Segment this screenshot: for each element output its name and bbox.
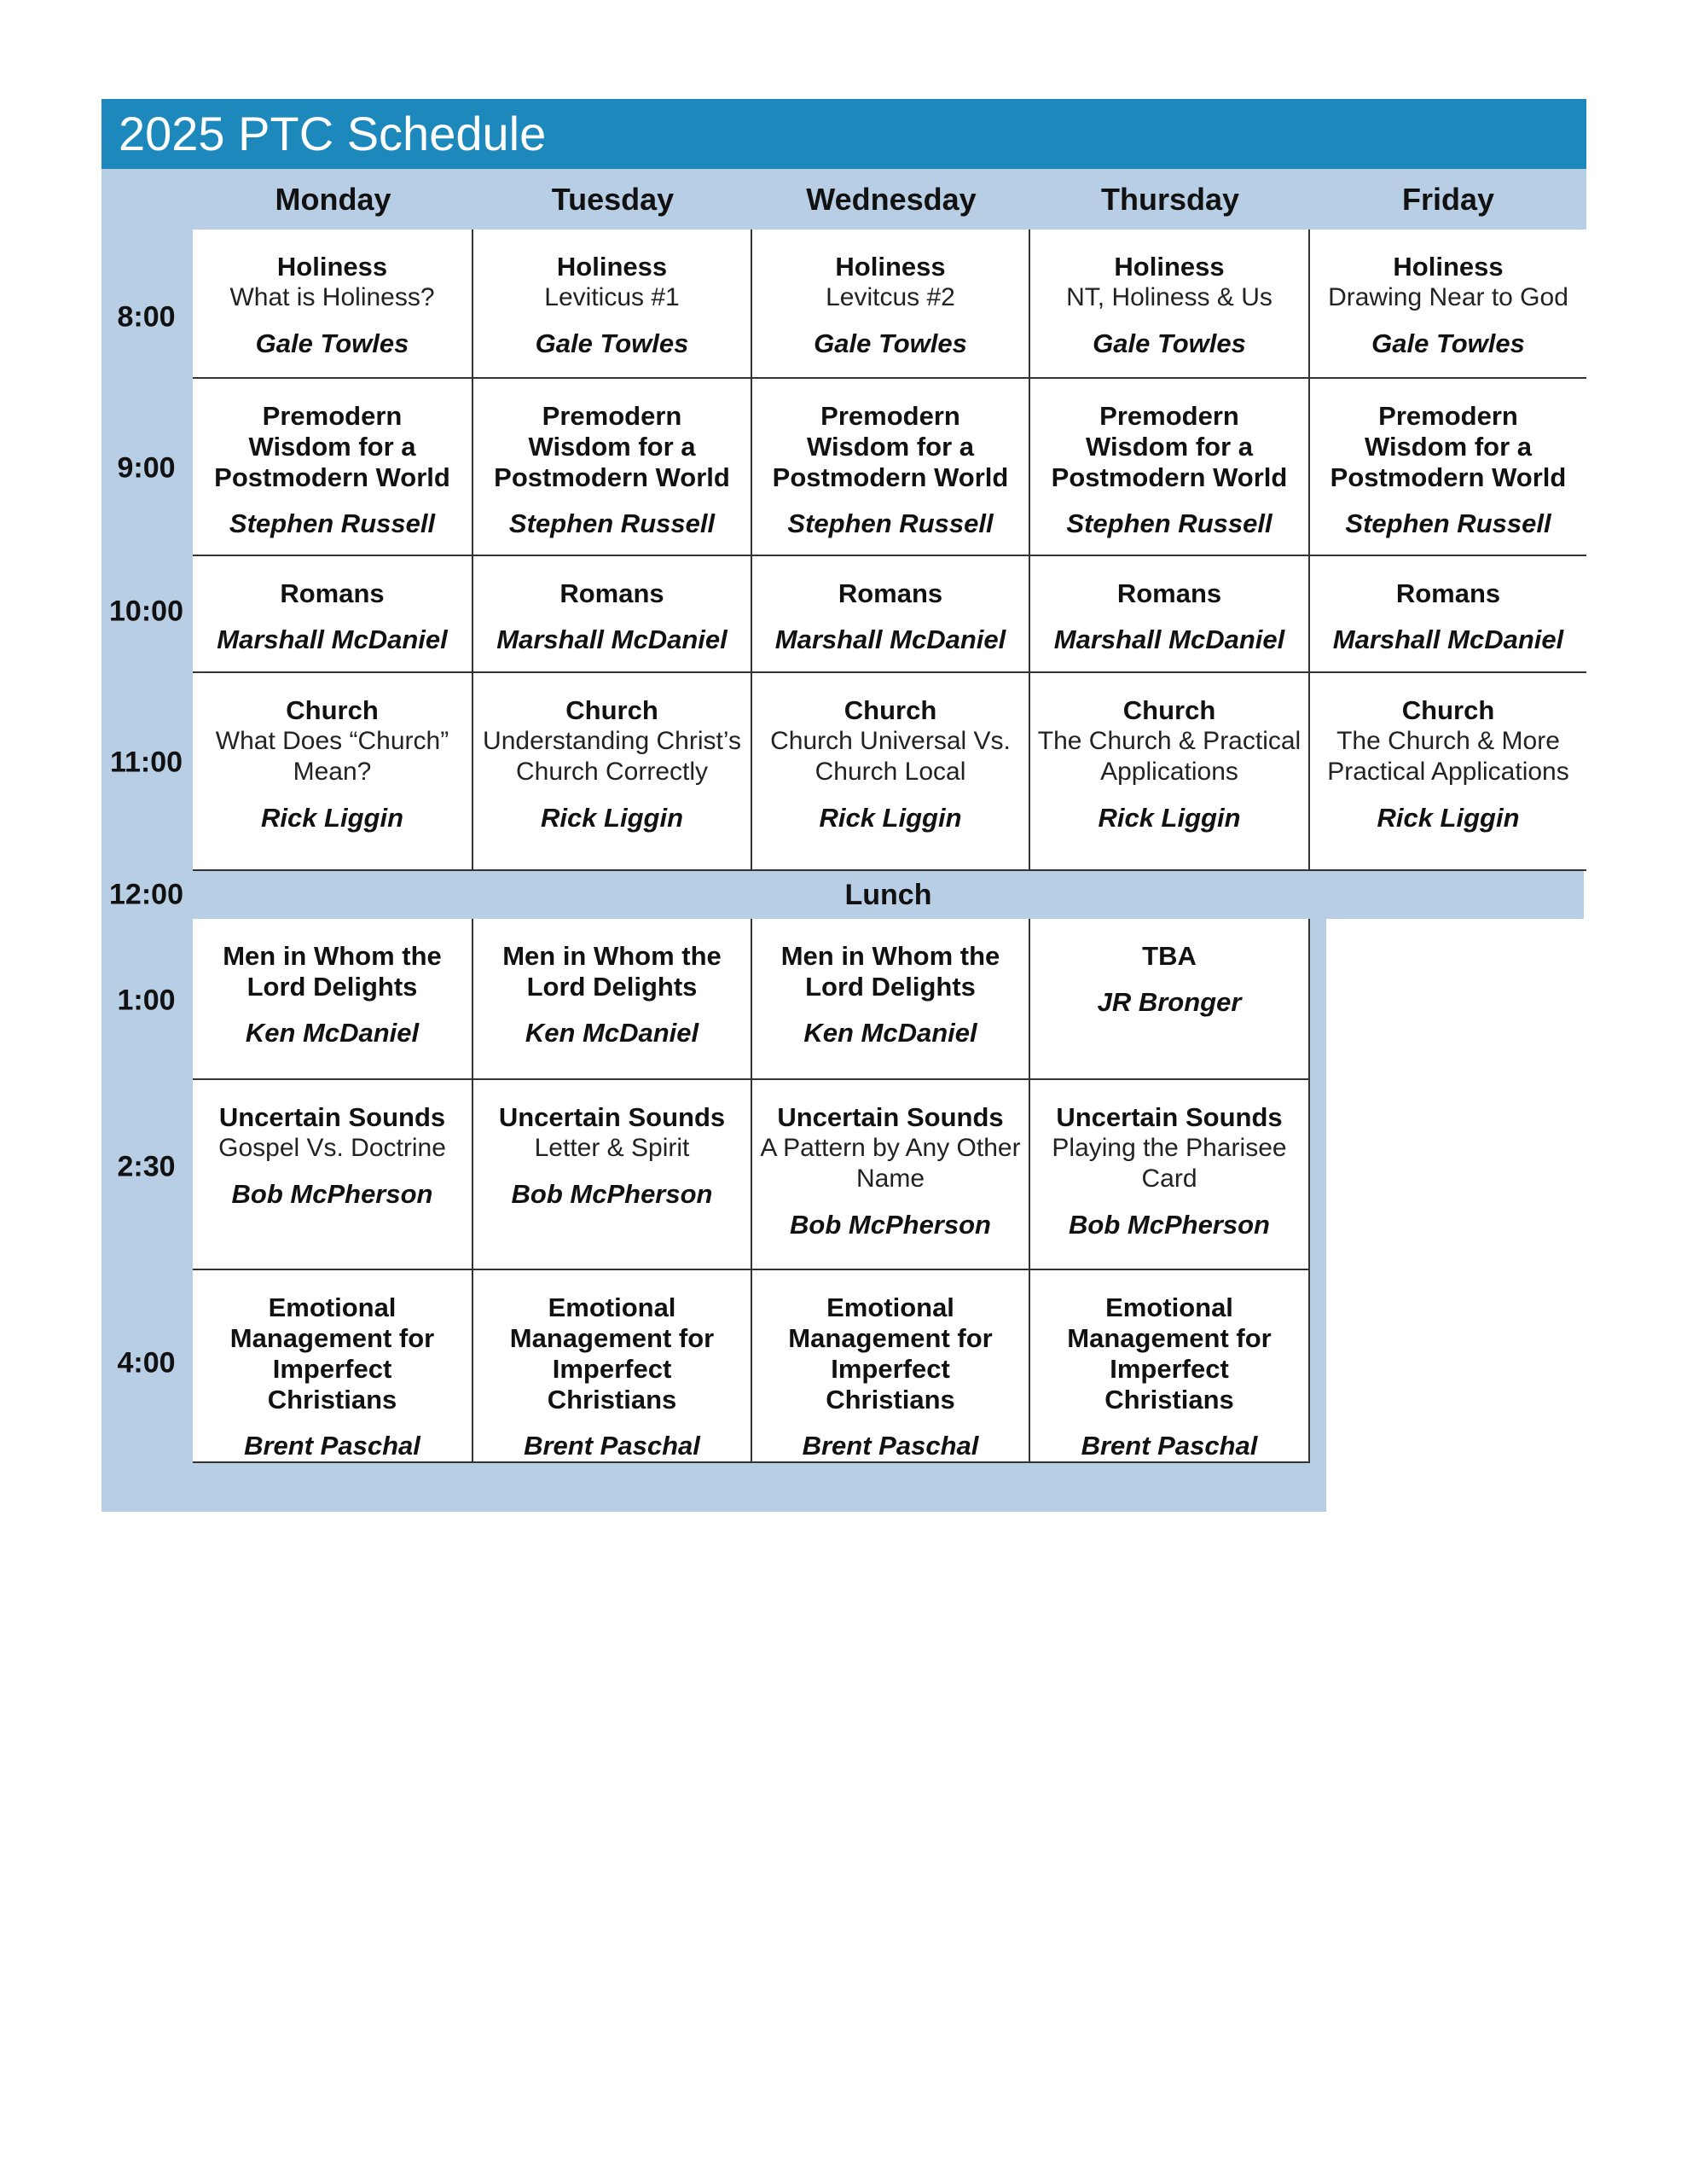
session-speaker: Gale Towles: [814, 328, 967, 358]
session-title: Holiness: [835, 252, 946, 282]
session-speaker: Gale Towles: [535, 328, 689, 358]
session-title: Men in Whom the Lord Delights: [780, 941, 1000, 1002]
session-speaker: Stephen Russell: [1345, 508, 1551, 538]
session-speaker: Bob McPherson: [1069, 1210, 1270, 1240]
day-header-monday: Monday: [275, 182, 391, 217]
time-label: 1:00: [117, 984, 176, 1017]
time-label: 4:00: [117, 1346, 176, 1380]
session-cell: [193, 556, 473, 673]
session-speaker: Marshall McDaniel: [496, 624, 728, 654]
session-cell: [752, 1270, 1030, 1463]
session-subtitle: The Church & Practical Applications: [1037, 727, 1301, 786]
session-title: Emotional Management for Imperfect Christians: [788, 1292, 993, 1414]
lunch-label: Lunch: [844, 879, 932, 911]
session-subtitle: Letter & Spirit: [534, 1134, 690, 1162]
session-speaker: Bob McPherson: [511, 1179, 713, 1209]
session-cell: [1030, 1270, 1310, 1463]
session-cell: [1030, 379, 1310, 556]
session-subtitle: Gospel Vs. Doctrine: [218, 1134, 446, 1162]
session-cell: [473, 229, 752, 379]
session-title: TBA: [1142, 941, 1197, 971]
session-title: Romans: [1116, 578, 1222, 608]
session-cell: [193, 379, 473, 556]
session-cell: [473, 673, 752, 871]
session-title: Church: [565, 695, 658, 725]
session-title: Uncertain Sounds: [218, 1102, 446, 1132]
session-subtitle: Leviticus #1: [544, 283, 680, 311]
session-speaker: Gale Towles: [255, 328, 409, 358]
session-cell: [1030, 556, 1310, 673]
session-title: Men in Whom the Lord Delights: [502, 941, 722, 1002]
session-title: Church: [1401, 695, 1495, 725]
session-speaker: Gale Towles: [1371, 328, 1525, 358]
session-cell: [1030, 1080, 1310, 1270]
session-speaker: Marshall McDaniel: [217, 624, 448, 654]
session-subtitle: NT, Holiness & Us: [1066, 283, 1272, 311]
session-subtitle: Understanding Christ’s Church Correctly: [483, 727, 741, 786]
session-cell: [752, 556, 1030, 673]
session-title: Romans: [838, 578, 943, 608]
session-title: Uncertain Sounds: [498, 1102, 726, 1132]
session-speaker: Brent Paschal: [244, 1431, 420, 1461]
session-title: Premodern Wisdom for a Postmodern World: [1051, 401, 1288, 492]
session-cell: [473, 1270, 752, 1463]
session-cell: [193, 919, 473, 1080]
session-speaker: Marshall McDaniel: [774, 624, 1006, 654]
session-cell: [752, 673, 1030, 871]
session-cell: [1310, 229, 1586, 379]
session-cell: [1310, 379, 1586, 556]
session-speaker: JR Bronger: [1097, 987, 1242, 1017]
session-title: Premodern Wisdom for a Postmodern World: [1330, 401, 1567, 492]
session-title: Uncertain Sounds: [1056, 1102, 1283, 1132]
session-speaker: Bob McPherson: [231, 1179, 433, 1209]
session-title: Premodern Wisdom for a Postmodern World: [494, 401, 730, 492]
session-title: Emotional Management for Imperfect Christians: [1067, 1292, 1272, 1414]
session-speaker: Stephen Russell: [1066, 508, 1272, 538]
session-cell: [752, 1080, 1030, 1270]
day-header-friday: Friday: [1401, 182, 1495, 217]
session-speaker: Bob McPherson: [790, 1210, 991, 1240]
session-cell: [752, 229, 1030, 379]
session-cell: [1030, 229, 1310, 379]
session-speaker: Gale Towles: [1093, 328, 1246, 358]
session-subtitle: What is Holiness?: [229, 283, 435, 311]
session-subtitle: The Church & More Practical Applications: [1327, 727, 1569, 786]
session-cell: [473, 379, 752, 556]
session-speaker: Brent Paschal: [802, 1431, 979, 1461]
page-title: 2025 PTC Schedule: [101, 99, 1586, 169]
time-label: 11:00: [109, 746, 183, 779]
day-header-thursday: Thursday: [1100, 182, 1240, 217]
session-speaker: Stephen Russell: [787, 508, 994, 538]
session-title: Uncertain Sounds: [777, 1102, 1004, 1132]
session-cell: [752, 919, 1030, 1080]
session-cell: [193, 673, 473, 871]
session-title: Romans: [559, 578, 664, 608]
session-title: Church: [1122, 695, 1216, 725]
session-title: Premodern Wisdom for a Postmodern World: [214, 401, 450, 492]
session-cell: [473, 556, 752, 673]
day-header-tuesday: Tuesday: [551, 182, 675, 217]
session-cell: [473, 1080, 752, 1270]
session-speaker: Brent Paschal: [524, 1431, 700, 1461]
session-speaker: Rick Liggin: [1377, 803, 1520, 833]
session-cell: [193, 1270, 473, 1463]
session-cell: [1310, 673, 1586, 871]
session-speaker: Ken McDaniel: [525, 1018, 699, 1048]
time-label: 9:00: [117, 451, 176, 485]
session-cell: [1030, 919, 1310, 1080]
time-label: 12:00: [109, 878, 183, 911]
session-subtitle: Levitcus #2: [826, 283, 955, 311]
session-speaker: Rick Liggin: [1098, 803, 1241, 833]
session-cell: [1310, 556, 1586, 673]
session-speaker: Marshall McDaniel: [1053, 624, 1285, 654]
session-cell: [473, 919, 752, 1080]
session-cell: [193, 229, 473, 379]
session-title: Holiness: [556, 252, 668, 282]
session-speaker: Marshall McDaniel: [1332, 624, 1564, 654]
session-speaker: Brent Paschal: [1081, 1431, 1258, 1461]
session-speaker: Stephen Russell: [229, 508, 436, 538]
session-title: Emotional Management for Imperfect Christians: [229, 1292, 435, 1414]
session-title: Church: [844, 695, 937, 725]
session-title: Holiness: [276, 252, 388, 282]
session-speaker: Rick Liggin: [260, 803, 404, 833]
session-subtitle: Drawing Near to God: [1328, 283, 1568, 311]
session-title: Romans: [280, 578, 385, 608]
time-label: 8:00: [117, 300, 176, 334]
session-speaker: Rick Liggin: [540, 803, 684, 833]
session-subtitle: A Pattern by Any Other Name: [760, 1134, 1021, 1193]
session-subtitle: Playing the Pharisee Card: [1052, 1134, 1287, 1193]
session-subtitle: What Does “Church” Mean?: [215, 727, 449, 786]
session-speaker: Rick Liggin: [819, 803, 962, 833]
session-subtitle: Church Universal Vs. Church Local: [770, 727, 1011, 786]
session-title: Holiness: [1393, 252, 1504, 282]
session-cell: [193, 1080, 473, 1270]
session-title: Romans: [1395, 578, 1501, 608]
session-title: Men in Whom the Lord Delights: [223, 941, 442, 1002]
schedule-grid: [193, 229, 1586, 1463]
session-title: Emotional Management for Imperfect Christians: [509, 1292, 715, 1414]
session-title: Premodern Wisdom for a Postmodern World: [772, 401, 1009, 492]
session-speaker: Ken McDaniel: [803, 1018, 977, 1048]
session-cell: [1030, 673, 1310, 871]
session-cell: [752, 379, 1030, 556]
day-header-wednesday: Wednesday: [806, 182, 977, 217]
session-title: Holiness: [1114, 252, 1225, 282]
session-speaker: Ken McDaniel: [245, 1018, 420, 1048]
time-label: 10:00: [109, 595, 183, 628]
session-speaker: Stephen Russell: [508, 508, 716, 538]
session-title: Church: [286, 695, 379, 725]
time-label: 2:30: [117, 1150, 176, 1183]
